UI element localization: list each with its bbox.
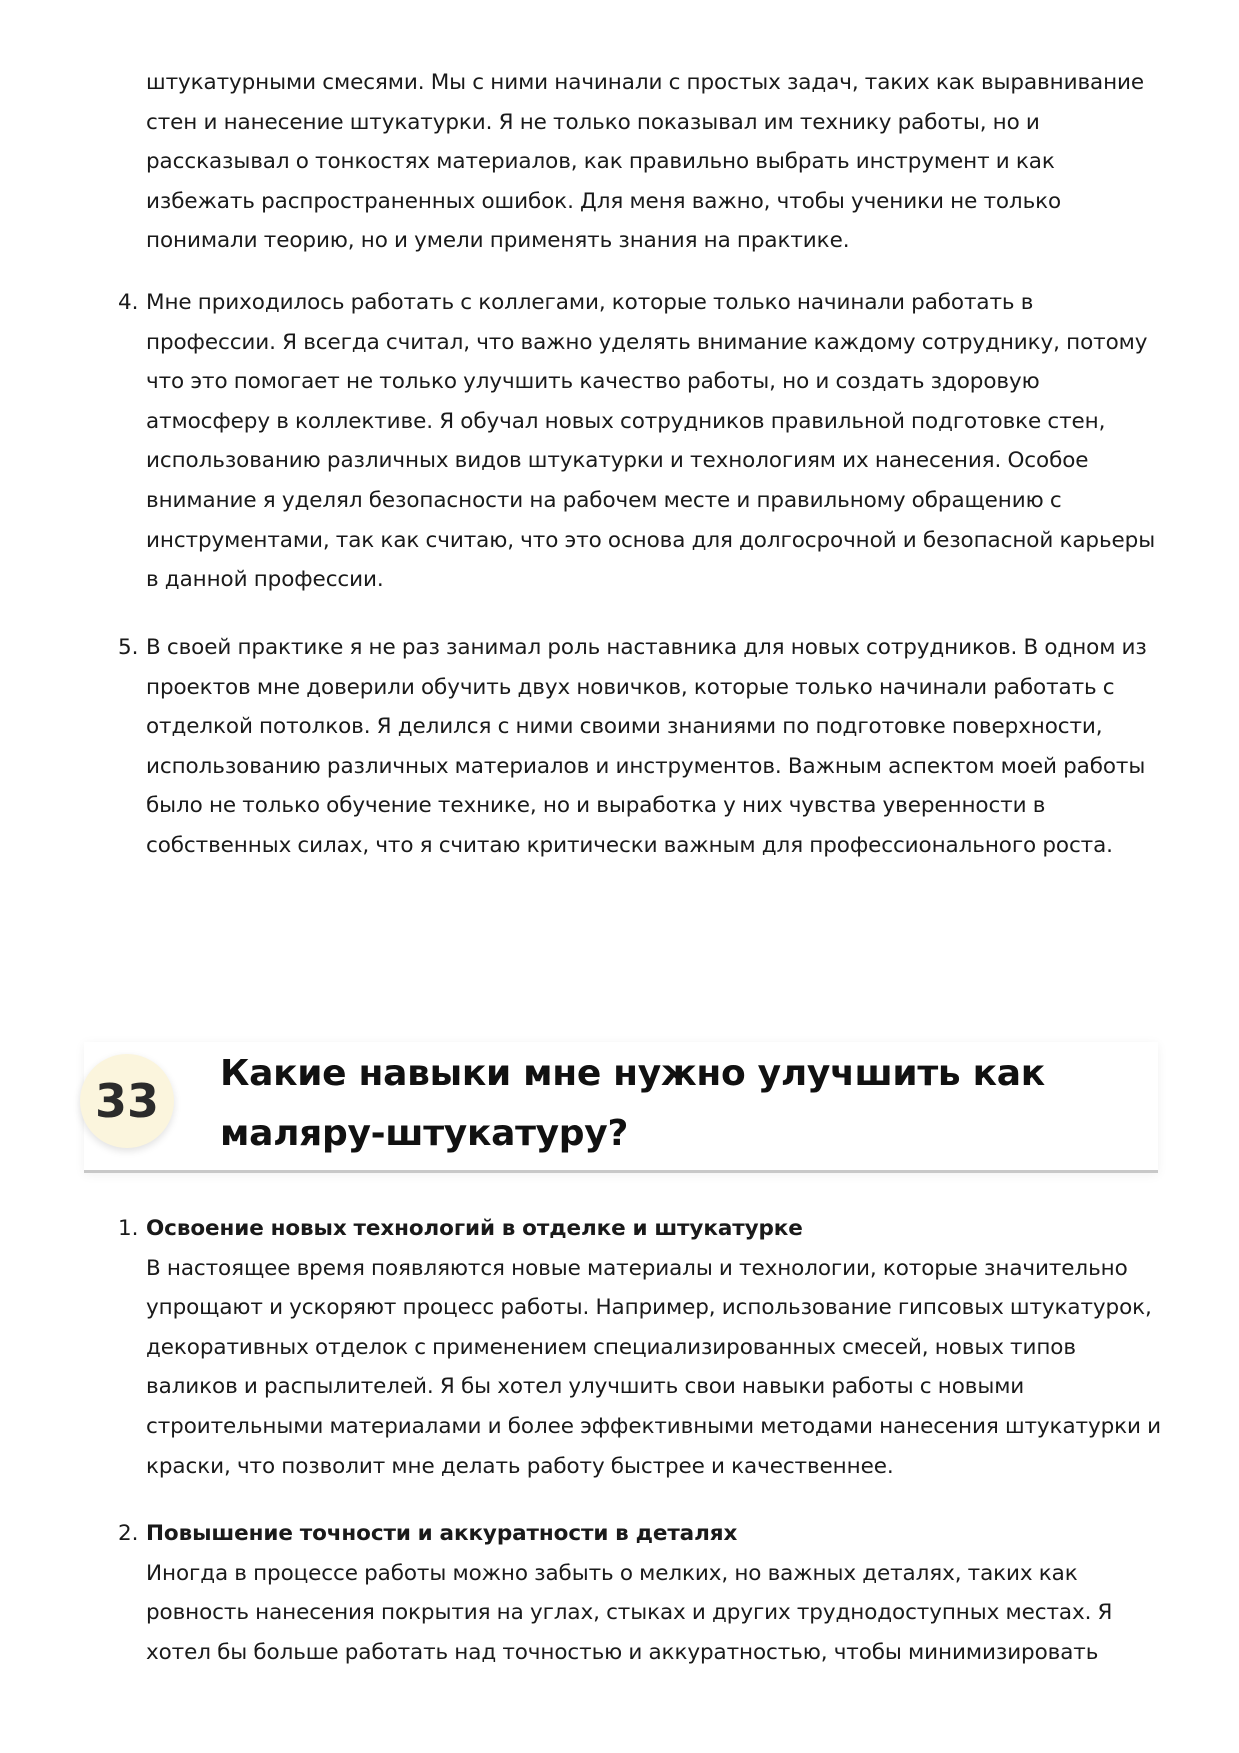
list-item-title: Повышение точности и аккуратности в деталях <box>146 1521 738 1546</box>
list-item-number: 2. <box>118 1521 139 1546</box>
list-item-number: 4. <box>118 290 139 315</box>
list-item-number: 5. <box>118 635 139 660</box>
section-number-badge: 33 <box>80 1054 174 1148</box>
list-item <box>146 1209 1166 1486</box>
list-item-text: В своей практике я не раз занимал роль наставника для новых сотрудников. В одном из проектов мне доверили обучить двух новичков, которые только начинали работать с отделкой потолков. Я делился с ними своими знаниями по подготовке поверхности, использованию различных материалов и инструментов. Важным аспектом моей работы было не только обучение технике, но и выработка у них чувства уверенности в собственных силах, что я считаю критически важным для профессионального роста. <box>146 635 1147 858</box>
list-item <box>146 1514 1166 1672</box>
list-item-text: Иногда в процессе работы можно забыть о мелких, но важных деталях, таких как ровность нанесения покрытия на углах, стыках и других труднодоступных местах. Я хотел бы больше работать над точностью и аккуратностью, чтобы минимизировать <box>146 1560 1113 1665</box>
list-item-text: В настоящее время появляются новые материалы и технологии, которые значительно упрощают и ускоряют процесс работы. Например, использование гипсовых штукатурок, декоративных отделок с применением специализированных смесей, новых типов валиков и распылителей. Я бы хотел улучшить свои навыки работы с новыми строительными материалами и более эффективными методами нанесения штукатурки и краски, что позволит мне делать работу быстрее и качественнее. <box>146 1255 1161 1479</box>
list-item-number: 1. <box>118 1216 139 1241</box>
intro-paragraph: штукатурными смесями. Мы с ними начинали с простых задач, таких как выравнивание стен и нанесение штукатурки. Я не только показывал им технику работы, но и рассказывал о тонкостях материалов, как правильно выбрать инструмент и как избежать распространенных ошибок. Для меня важно, чтобы ученики не только понимали теорию, но и умели применять знания на практике. <box>146 70 1145 254</box>
section-title: Какие навыки мне нужно улучшить как маляру-штукатуру? <box>220 1053 1045 1154</box>
list-item-title: Освоение новых технологий в отделке и штукатурке <box>146 1216 803 1241</box>
list-item-text: Мне приходилось работать с коллегами, которые только начинали работать в профессии. Я всегда считал, что важно уделять внимание каждому сотруднику, потому что это помогает не только улучшить качество работы, но и создать здоровую атмосферу в коллективе. Я обучал новых сотрудников правильной подготовке стен, использованию различных видов штукатурки и технологиям их нанесения. Особое внимание я уделял безопасности на рабочем месте и правильному обращению с инструментами, так как считаю, что это основа для долгосрочной и безопасной карьеры в данной профессии. <box>146 290 1156 593</box>
